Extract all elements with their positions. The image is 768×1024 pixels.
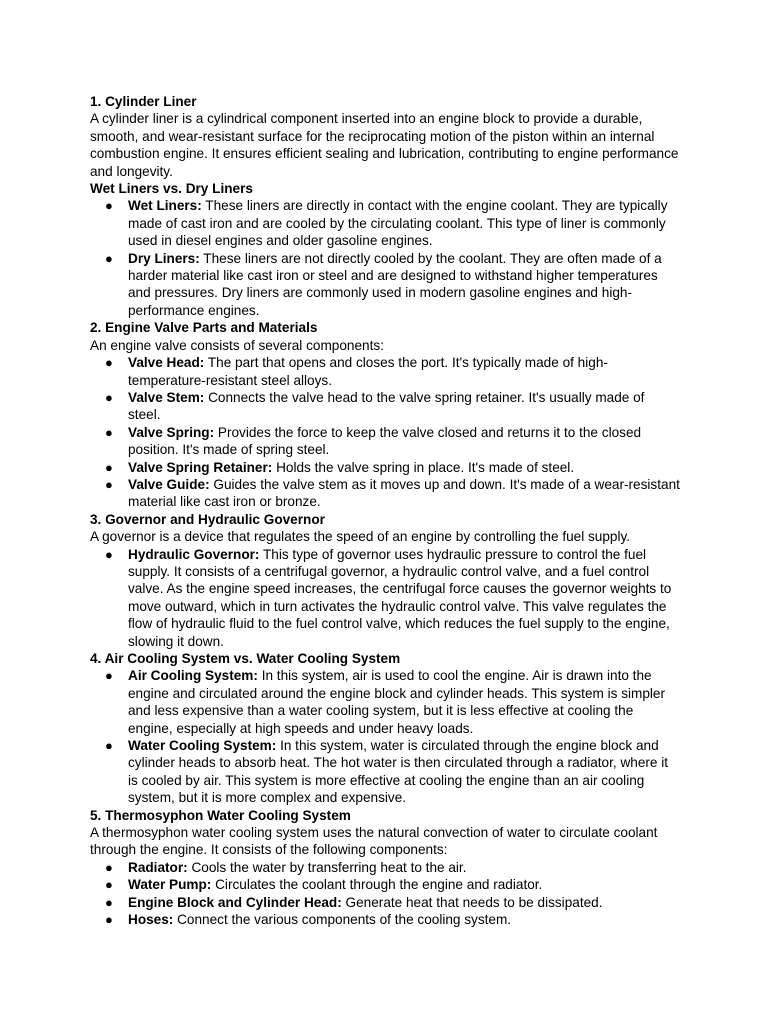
list-item — [90, 354, 680, 389]
section-heading: 4. Air Cooling System vs. Water Cooling System — [90, 651, 401, 666]
list-item-text: Guides the valve stem as it moves up and down. It's made of a wear-resistant material like cast iron or bronze. — [128, 476, 680, 510]
section-paragraph: A governor is a device that regulates the speed of an engine by controlling the fuel supply. — [90, 529, 631, 545]
bullet-list — [90, 859, 680, 929]
section-paragraph: An engine valve consists of several components: — [90, 337, 384, 353]
section-heading: 2. Engine Valve Parts and Materials — [90, 320, 318, 336]
list-item-term: Hoses: — [128, 912, 174, 928]
list-item — [90, 876, 680, 893]
bullet-icon: ● — [105, 250, 113, 266]
bullet-list — [90, 546, 680, 650]
list-item-term: Dry Liners: — [128, 250, 200, 266]
list-item-term: Valve Guide: — [128, 476, 210, 492]
bullet-icon: ● — [105, 476, 113, 492]
list-item — [90, 546, 680, 650]
list-item-term: Engine Block and Cylinder Head: — [128, 894, 342, 910]
bullet-icon: ● — [105, 355, 113, 371]
list-item-text: Provides the force to keep the valve closed and returns it to the closed position. It's made of spring steel. — [128, 424, 642, 458]
bullet-icon: ● — [105, 859, 113, 875]
bullet-icon: ● — [105, 546, 113, 562]
list-item-text: The part that opens and closes the port. It's typically made of high-temperature-resistant steel alloys. — [128, 355, 608, 388]
list-item — [90, 459, 680, 476]
list-item — [90, 894, 680, 911]
list-item-text: These liners are directly in contact with the engine coolant. They are typically made of cast iron and are cooled by the circulating coolant. This type of liner is commonly used in diesel engines and older gasoline engines. — [128, 198, 668, 249]
bullet-icon: ● — [105, 424, 113, 440]
section-paragraph: A cylinder liner is a cylindrical component inserted into an engine block to provide a durable, smooth, and wear-resistant surface for the reciprocating motion of the piston within an internal combustion engine. It ensures efficient sealing and lubrication, contributing to engine performance and longevity. — [90, 111, 679, 179]
bullet-icon: ● — [105, 738, 113, 754]
list-item-text: Connects the valve head to the valve spring retainer. It's usually made of steel. — [128, 389, 645, 423]
list-item-term: Valve Stem: — [128, 389, 205, 405]
list-item — [90, 250, 680, 320]
section-heading: 1. Cylinder Liner — [90, 94, 197, 109]
list-item-text: In this system, water is circulated through the engine block and cylinder heads to absorb heat. The hot water is then circulated through a radiator, where it is cooled by air. This system is more effective at cooling the engine than an air cooling system, but it is more complex and expensive. — [128, 738, 669, 806]
bullet-icon: ● — [105, 389, 113, 405]
list-item-text: Connect the various components of the cooling system. — [173, 912, 512, 928]
list-item — [90, 197, 680, 249]
section-subheading: Wet Liners vs. Dry Liners — [90, 181, 253, 197]
list-item-term: Water Pump: — [128, 877, 212, 893]
list-item — [90, 737, 680, 807]
list-item — [90, 859, 680, 876]
bullet-icon: ● — [105, 894, 113, 910]
list-item — [90, 476, 680, 511]
list-item-text: Circulates the coolant through the engine and radiator. — [211, 877, 543, 893]
list-item — [90, 424, 680, 459]
list-item-term: Hydraulic Governor: — [128, 546, 260, 562]
list-item-term: Radiator: — [128, 859, 188, 875]
list-item-text: This type of governor uses hydraulic pressure to control the fuel supply. It consists of a centrifugal governor, a hydraulic control valve, and a fuel control valve. As the engine speed increases, the centrifugal force causes the governor weights to move outward, which in turn activates the hydraulic control valve. This valve regulates the flow of hydraulic fluid to the fuel control valve, which reduces the fuel supply to the engine, slowing it down. — [128, 546, 672, 649]
list-item-term: Valve Spring Retainer: — [128, 459, 273, 475]
section-heading: 5. Thermosyphon Water Cooling System — [90, 807, 351, 823]
list-item-term: Valve Spring: — [128, 424, 215, 440]
bullet-icon: ● — [105, 198, 113, 214]
bullet-icon: ● — [105, 459, 113, 475]
bullet-icon: ● — [105, 912, 113, 928]
section-paragraph: A thermosyphon water cooling system uses the natural convection of water to circulate coolant through the engine. It consists of the following components: — [90, 825, 658, 858]
list-item-text: These liners are not directly cooled by the coolant. They are often made of a harder material like cast iron or steel and are designed to withstand higher temperatures and pressures. Dry liners are commonly used in modern gasoline engines and high-performance engines. — [128, 250, 662, 318]
list-item-text: Cools the water by transferring heat to the air. — [187, 859, 467, 875]
bullet-icon: ● — [105, 668, 113, 684]
list-item — [90, 389, 680, 424]
bullet-icon: ● — [105, 877, 113, 893]
bullet-list — [90, 197, 680, 319]
list-item-term: Air Cooling System: — [128, 668, 258, 684]
list-item — [90, 911, 680, 928]
list-item-text: In this system, air is used to cool the engine. Air is drawn into the engine and circulated around the engine block and cylinder heads. This system is simpler and less expensive than a water cooling system, but it is less effective at cooling the engine, especially at high speeds and under heavy loads. — [128, 668, 666, 736]
list-item-term: Valve Head: — [128, 355, 205, 371]
list-item-text: Generate heat that needs to be dissipated. — [341, 894, 603, 910]
list-item-term: Wet Liners: — [128, 198, 202, 214]
section-heading: 3. Governor and Hydraulic Governor — [90, 511, 325, 527]
bullet-list — [90, 354, 680, 511]
bullet-list — [90, 667, 680, 806]
list-item-term: Water Cooling System: — [128, 738, 277, 754]
list-item-text: Holds the valve spring in place. It's made of steel. — [272, 459, 575, 475]
list-item — [90, 667, 680, 737]
